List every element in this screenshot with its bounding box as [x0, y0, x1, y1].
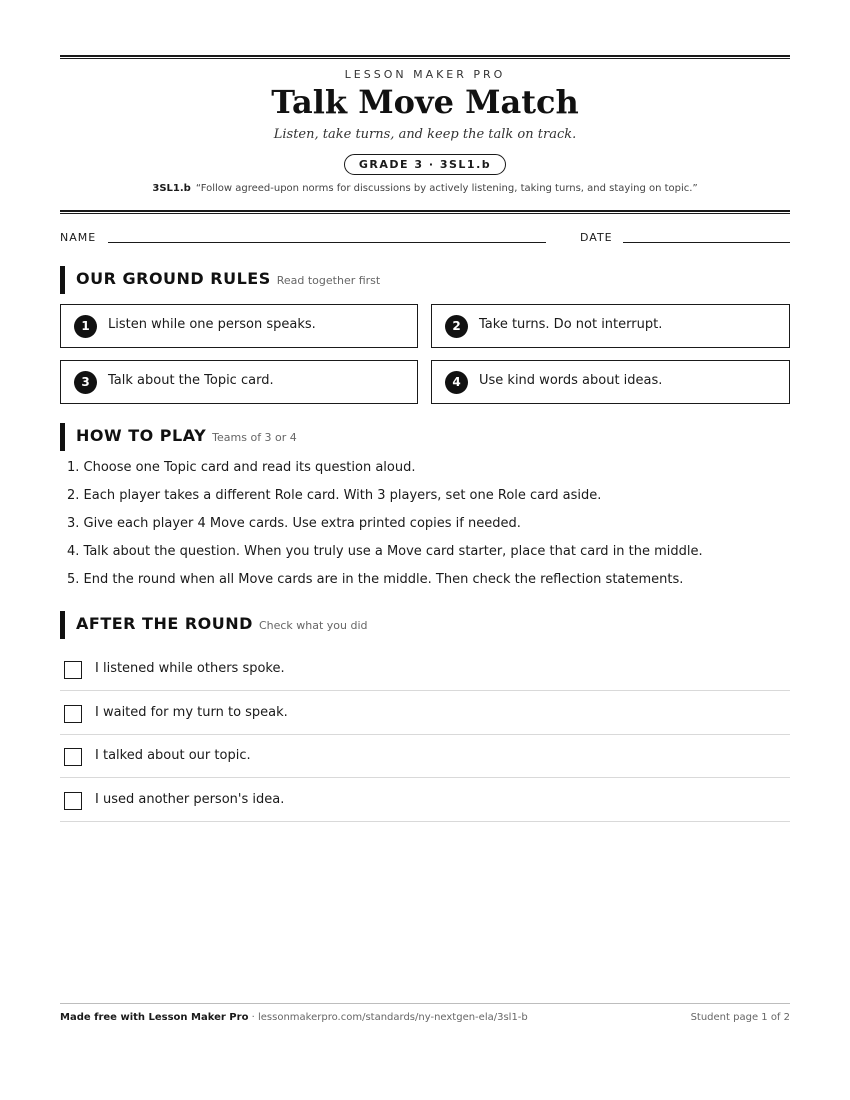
rule-text: Take turns. Do not interrupt. — [479, 317, 663, 332]
ground-rule-card — [60, 304, 418, 348]
reflection-checkbox[interactable] — [64, 748, 82, 766]
footer-rule — [60, 1003, 790, 1004]
reflection-checkbox[interactable] — [64, 792, 82, 810]
ground-rules-heading — [60, 266, 790, 294]
grade-badge-wrap — [60, 153, 790, 175]
footer-credit — [60, 1012, 528, 1023]
section-title-wrap — [76, 269, 380, 288]
brand-label: LESSON MAKER PRO — [344, 68, 506, 81]
reflection-text: I waited for my turn to speak. — [95, 705, 288, 720]
rule-number-badge: 1 — [74, 315, 97, 338]
ground-rules-note: Read together first — [276, 274, 381, 287]
footer-url[interactable]: lessonmakerpro.com/standards/ny-nextgen-ela/3sl1-b — [257, 1012, 528, 1023]
section-bar — [60, 423, 65, 451]
rule-number-badge: 2 — [445, 315, 468, 338]
section-title-wrap — [76, 614, 368, 633]
rule-text: Listen while one person speaks. — [108, 317, 316, 332]
reflection-row — [60, 692, 790, 735]
reflection-checkbox[interactable] — [64, 661, 82, 679]
after-round-note: Check what you did — [258, 619, 368, 632]
after-round-heading — [60, 611, 790, 639]
reflection-text: I talked about our topic. — [95, 748, 251, 763]
after-round-title: AFTER THE ROUND — [76, 614, 253, 633]
rule-text: Use kind words about ideas. — [479, 373, 663, 388]
instruction-step: 4. Talk about the question. When you truly use a Move card starter, place that card in the middle. — [67, 544, 703, 559]
reflection-row — [60, 779, 790, 822]
reflection-row — [60, 648, 790, 691]
footer-page-number: Student page 1 of 2 — [690, 1012, 790, 1023]
reflection-text: I listened while others spoke. — [95, 661, 285, 676]
footer-separator: · — [248, 1012, 258, 1023]
reflection-checkbox[interactable] — [64, 705, 82, 723]
standard-text: “Follow agreed-upon norms for discussions by actively listening, taking turns, and staying on topic.” — [195, 183, 698, 194]
footer-made-with: Made free with Lesson Maker Pro — [60, 1012, 249, 1023]
rule-text: Talk about the Topic card. — [108, 373, 274, 388]
section-title-wrap — [76, 426, 297, 445]
name-label: NAME — [60, 231, 97, 244]
rule-number-badge: 4 — [445, 371, 468, 394]
reflection-row — [60, 735, 790, 778]
name-field[interactable] — [108, 242, 546, 243]
ground-rule-card — [60, 360, 418, 404]
ground-rules-title: OUR GROUND RULES — [76, 269, 271, 288]
page-subtitle: Listen, take turns, and keep the talk on track. — [273, 127, 577, 142]
name-date-row — [60, 231, 790, 245]
grade-badge: GRADE 3 · 3SL1.b — [344, 154, 506, 175]
header-bottom-rule — [60, 210, 790, 214]
instruction-steps — [67, 458, 787, 598]
date-field[interactable] — [623, 242, 790, 243]
how-to-play-title: HOW TO PLAY — [76, 426, 207, 445]
date-label: DATE — [580, 231, 613, 244]
section-bar — [60, 266, 65, 294]
header-top-rule — [60, 55, 790, 59]
instruction-step: 1. Choose one Topic card and read its question aloud. — [67, 460, 416, 475]
section-bar — [60, 611, 65, 639]
standard-line — [60, 183, 790, 194]
reflection-text: I used another person's idea. — [95, 792, 285, 807]
instruction-step: 3. Give each player 4 Move cards. Use extra printed copies if needed. — [67, 516, 521, 531]
instruction-step: 2. Each player takes a different Role card. With 3 players, set one Role card aside. — [67, 488, 602, 503]
ground-rule-card — [431, 360, 790, 404]
ground-rule-card — [431, 304, 790, 348]
how-to-play-note: Teams of 3 or 4 — [212, 431, 297, 444]
rule-number-badge: 3 — [74, 371, 97, 394]
instruction-step: 5. End the round when all Move cards are in the middle. Then check the reflection statements. — [67, 572, 684, 587]
worksheet-page — [60, 0, 790, 1100]
page-title: Talk Move Match — [271, 83, 579, 121]
standard-code: 3SL1.b — [152, 183, 191, 194]
how-to-play-heading — [60, 423, 790, 451]
